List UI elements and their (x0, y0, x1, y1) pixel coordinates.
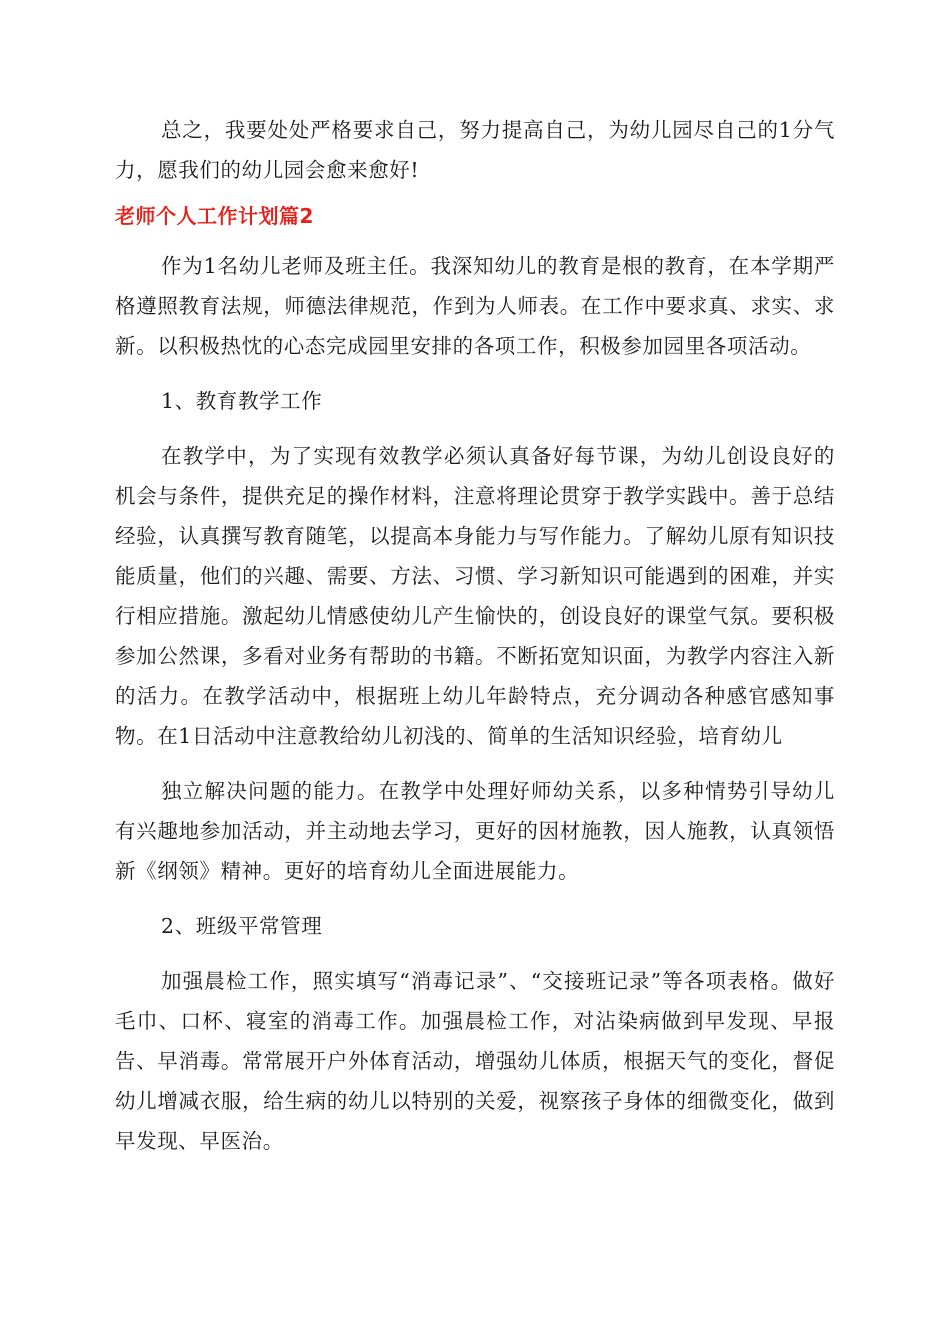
subheading-teaching: 1、教育教学工作 (161, 389, 323, 413)
subheading-class-management: 2、班级平常管理 (161, 914, 323, 938)
paragraph-intro: 作为1名幼儿老师及班主任。我深知幼儿的教育是根的教育，在本学期严格遵照教育法规，师德法律规范，作到为人师表。在工作中要求真、求实、求新。以积极热忱的心态完成园里安排的各项工作，积极参加园里各项活动。 (115, 254, 835, 358)
section-heading: 老师个人工作计划篇2 (115, 204, 314, 228)
intro-paragraph: 总之，我要处处严格要求自己，努力提高自己，为幼儿园尽自己的1分气力，愿我们的幼儿园会愈来愈好! (115, 118, 835, 182)
paragraph-teaching: 在教学中，为了实现有效教学必须认真备好每节课，为幼儿创设良好的机会与条件，提供充足的操作材料，注意将理论贯穿于教学实践中。善于总结经验，认真撰写教育随笔，以提高本身能力与写作能力。了解幼儿原有知识技能质量，他们的兴趣、需要、方法、习惯、学习新知识可能遇到的困难，并实行相应措施。激起幼儿情感使幼儿产生愉快的，创设良好的课堂气氛。要积极参加公然课，多看对业务有帮助的书籍。不断拓宽知识面，为教学内容注入新的活力。在教学活动中，根据班上幼儿年龄特点，充分调动各种感官感知事物。在1日活动中注意教给幼儿初浅的、简单的生活知识经验，培育幼儿 (115, 444, 835, 748)
document-body (115, 110, 835, 1161)
paragraph-teaching-continued: 独立解决问题的能力。在教学中处理好师幼关系，以多种情势引导幼儿有兴趣地参加活动，并主动地去学习，更好的因材施教，因人施教，认真领悟新《纲领》精神。更好的培育幼儿全面进展能力。 (115, 779, 835, 883)
paragraph-class-management: 加强晨检工作，照实填写“消毒记录”、“交接班记录”等各项表格。做好毛巾、口杯、寝室的消毒工作。加强晨检工作，对沾染病做到早发现、早报告、早消毒。常常展开户外体育活动，增强幼儿体质，根据天气的变化，督促幼儿增减衣服，给生病的幼儿以特别的关爱，视察孩子身体的细微变化，做到早发现、早医治。 (115, 969, 835, 1153)
